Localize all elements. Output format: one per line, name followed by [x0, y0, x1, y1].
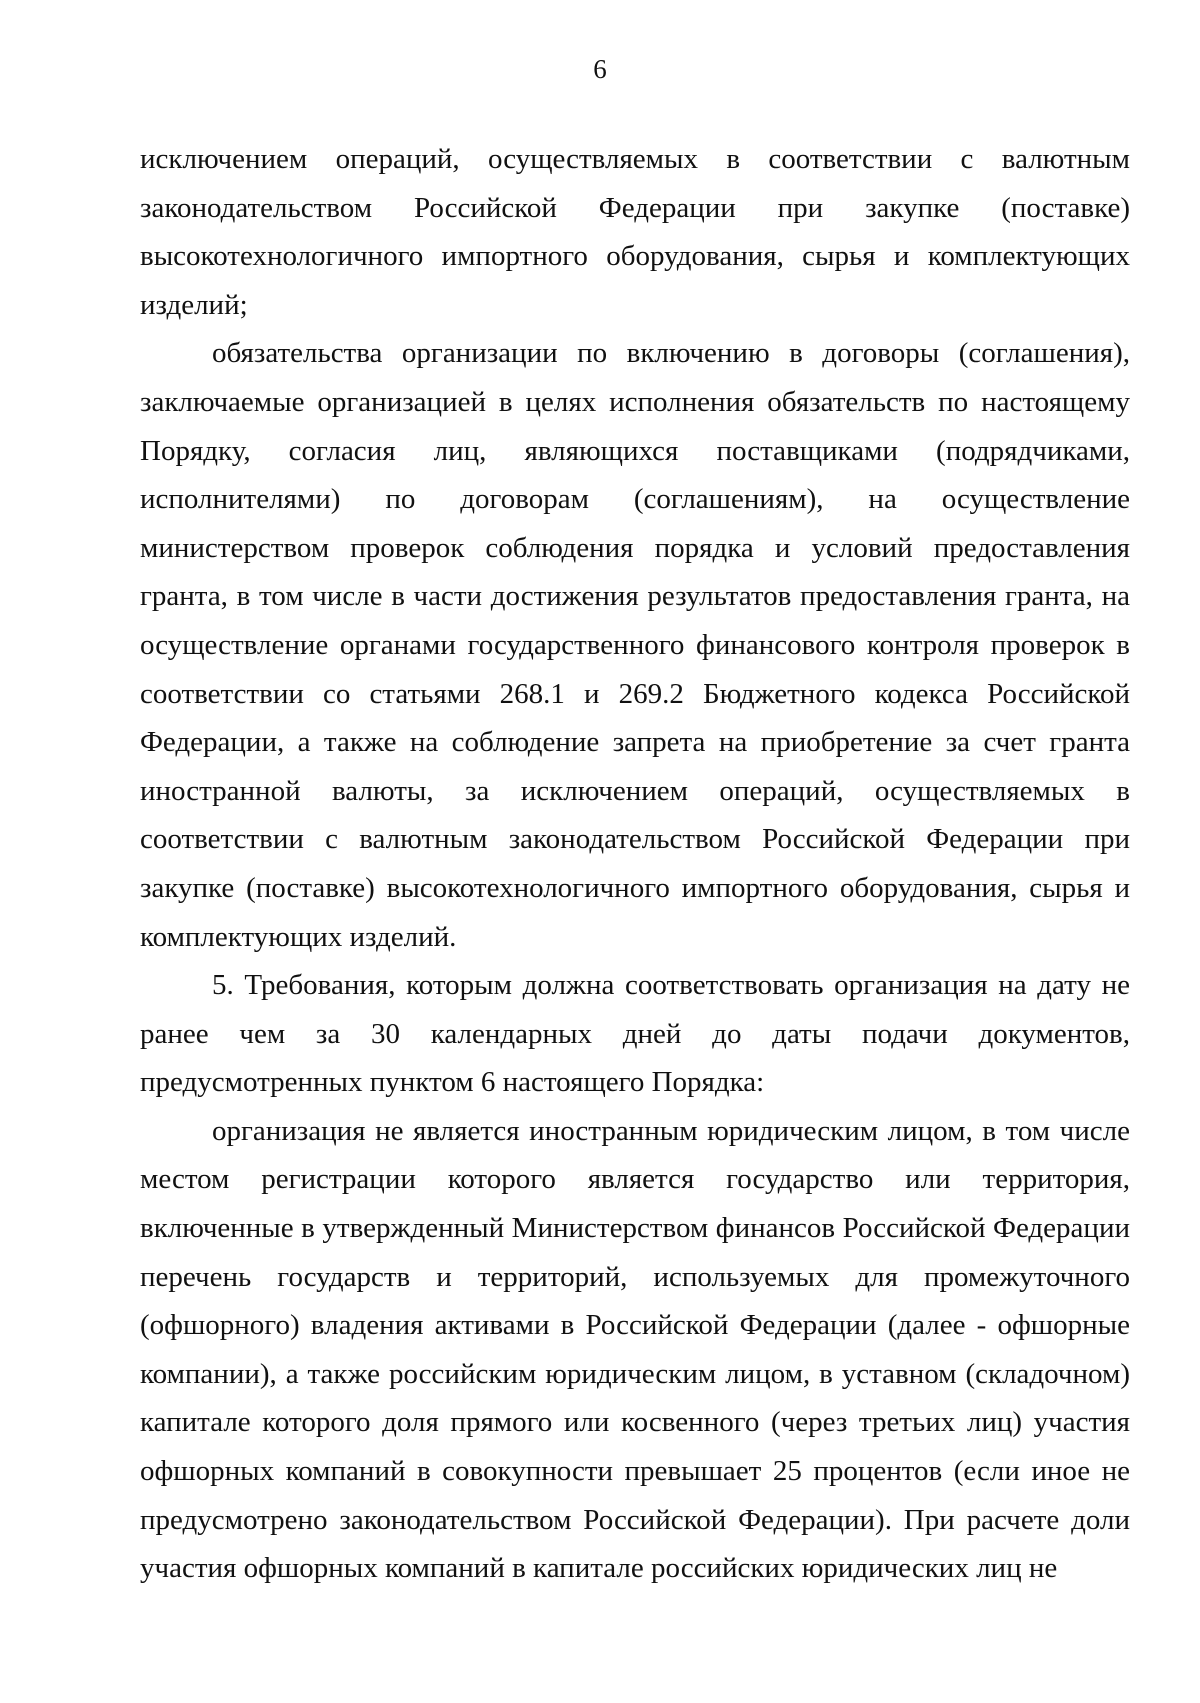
- paragraph-requirements: 5. Требования, которым должна соответствовать организация на дату не ранее чем за 30 календарных дней до даты подачи документов, предусмотренных пунктом 6 настоящего Порядка:: [140, 969, 1130, 1099]
- document-body: [140, 135, 1130, 1593]
- paragraph-foreign-entity: организация не является иностранным юридическим лицом, в том числе местом регистрации которого является государство или территория, включенные в утвержденный Министерством финансов Российской Федерации перечень государств и территорий, используемых для промежуточного (офшорного) владения активами в Российской Федерации (далее - офшорные компании), а также российским юридическим лицом, в уставном (складочном) капитале которого доля прямого или косвенного (через третьих лиц) участия офшорных компаний в совокупности превышает 25 процентов (если иное не предусмотрено законодательством Российской Федерации). При расчете доли участия офшорных компаний в капитале российских юридических лиц не: [140, 1114, 1130, 1585]
- page-number: 6: [593, 54, 607, 84]
- paragraph-obligations: обязательства организации по включению в договоры (соглашения), заключаемые организацией в целях исполнения обязательств по настоящему Порядку, согласия лиц, являющихся поставщиками (подрядчиками, исполнителями) по договорам (соглашениям), на осуществление министерством проверок соблюдения порядка и условий предоставления гранта, в том числе в части достижения результатов предоставления гранта, на осуществление органами государственного финансового контроля проверок в соответствии со статьями 268.1 и 269.2 Бюджетного кодекса Российской Федерации, а также на соблюдение запрета на приобретение за счет гранта иностранной валюты, за исключением операций, осуществляемых в соответствии с валютным законодательством Российской Федерации при закупке (поставке) высокотехнологичного импортного оборудования, сырья и комплектующих изделий.: [140, 337, 1130, 953]
- paragraph-continuation: исключением операций, осуществляемых в соответствии с валютным законодательством Российской Федерации при закупке (поставке) высокотехнологичного импортного оборудования, сырья и комплектующих изделий;: [140, 143, 1130, 321]
